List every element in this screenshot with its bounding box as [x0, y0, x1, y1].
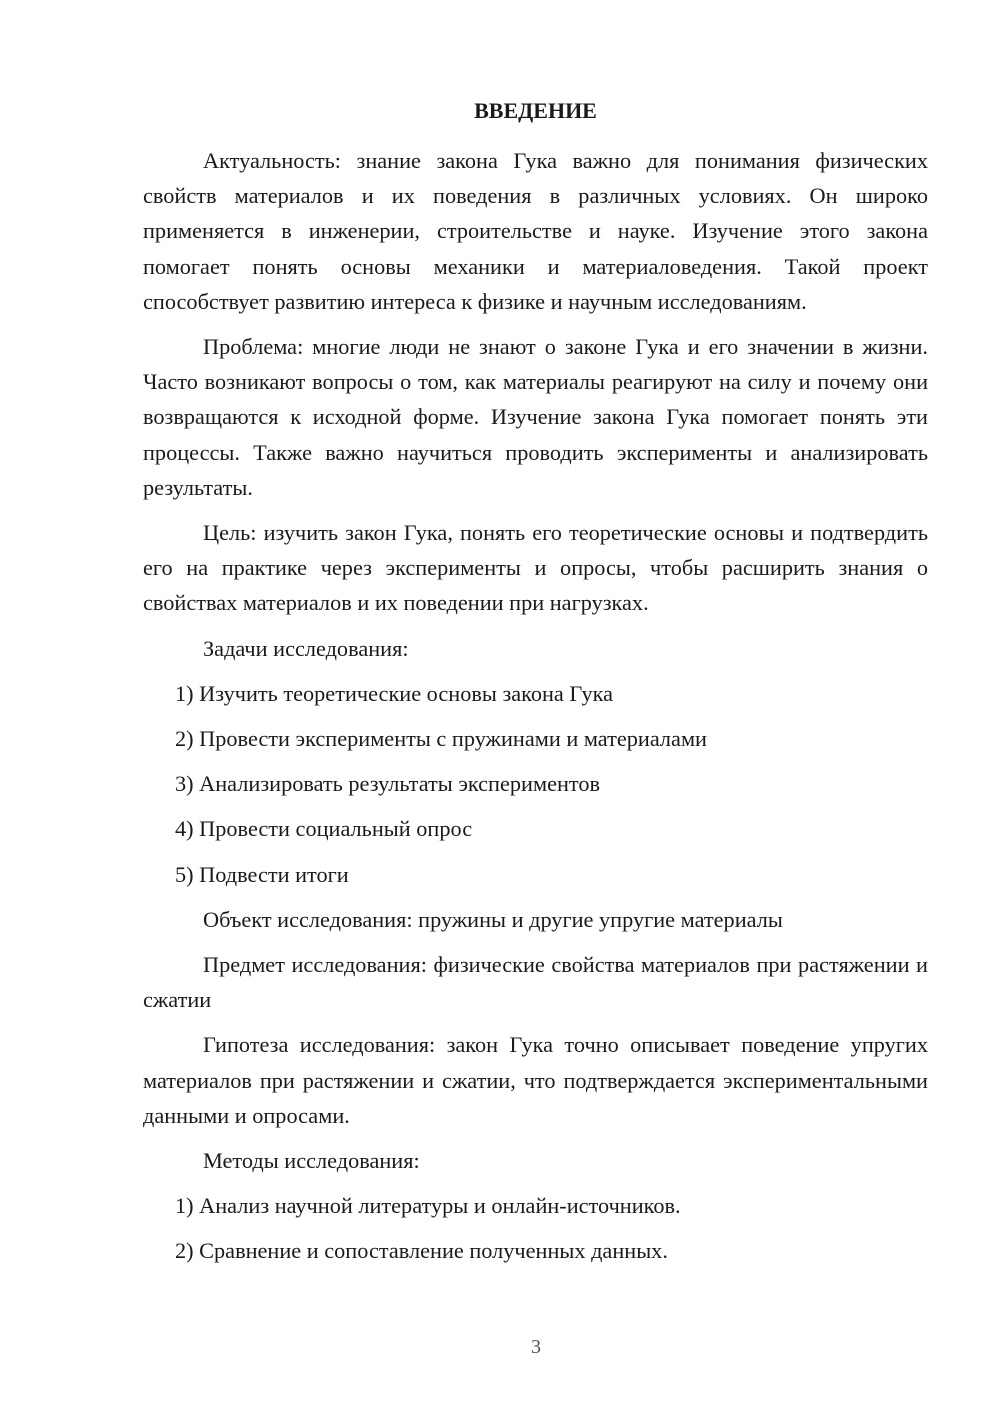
tasks-list: [143, 676, 928, 892]
hypothesis-paragraph: Гипотеза исследования: закон Гука точно описывает поведение упругих материалов при растяжении и сжатии, что подтверждается экспериментальными данными и опросами.: [143, 1032, 928, 1128]
relevance-paragraph: Актуальность: знание закона Гука важно для понимания физических свойств материалов и их поведения в различных условиях. Он широко применяется в инженерии, строительстве и науке. Изучение этого закона помогает понять основы механики и материаловедения. Такой проект способствует развитию интереса к физике и научным исследованиям.: [143, 148, 928, 314]
method-item: 1) Анализ научной литературы и онлайн-источников.: [175, 1193, 681, 1219]
method-item: 2) Сравнение и сопоставление полученных данных.: [175, 1238, 668, 1264]
page-number: 3: [531, 1336, 541, 1358]
task-item: 5) Подвести итоги: [175, 861, 349, 887]
problem-paragraph: Проблема: многие люди не знают о законе Гука и его значении в жизни. Часто возникают вопросы о том, как материалы реагируют на силу и почему они возвращаются к исходной форме. Изучение закона Гука помогает понять эти процессы. Также важно научиться проводить эксперименты и анализировать результаты.: [143, 334, 928, 500]
section-title: ВВЕДЕНИЕ: [474, 98, 597, 123]
object-line: Объект исследования: пружины и другие упругие материалы: [203, 906, 783, 932]
methods-list: [143, 1188, 928, 1268]
task-item: 4) Провести социальный опрос: [175, 816, 473, 842]
methods-heading: Методы исследования:: [203, 1148, 420, 1174]
task-item: 2) Провести эксперименты с пружинами и материалами: [175, 726, 707, 752]
tasks-heading: Задачи исследования:: [203, 635, 409, 661]
document-page: [143, 96, 928, 1279]
task-item: 1) Изучить теоретические основы закона Гука: [175, 680, 613, 706]
goal-paragraph: Цель: изучить закон Гука, понять его теоретические основы и подтвердить его на практике через эксперименты и опросы, чтобы расширить знания о свойствах материалов и их поведении при нагрузках.: [143, 520, 928, 616]
task-item: 3) Анализировать результаты экспериментов: [175, 771, 601, 797]
subject-paragraph: Предмет исследования: физические свойства материалов при растяжении и сжатии: [143, 952, 928, 1013]
